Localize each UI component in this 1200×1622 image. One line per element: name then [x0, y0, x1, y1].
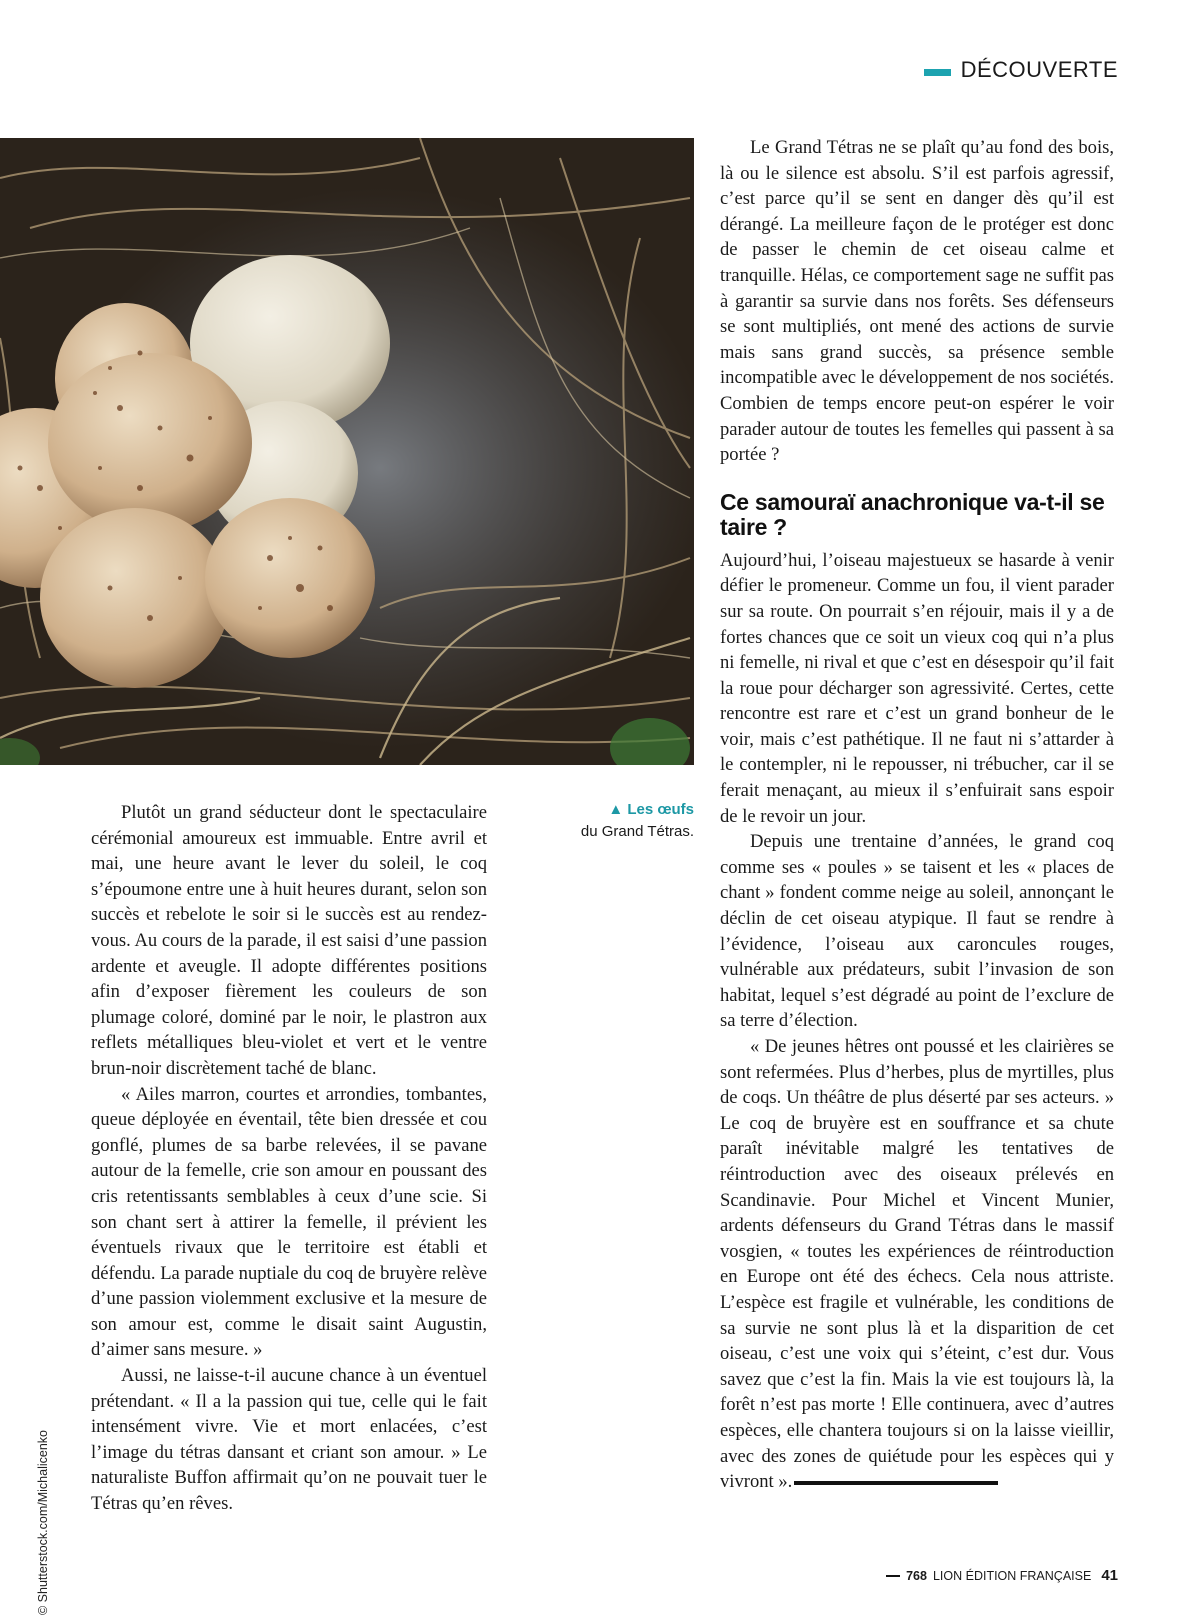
- photo-caption: [560, 799, 694, 843]
- right-paragraph-2: Aujourd’hui, l’oiseau majestueux se hasarde à venir défier le promeneur. Comme un fou, il vient parader sur sa route. On pourrait s’en réjouir, mais il y a de fortes chances que ce soit un vieux coq qui n’a plus ni femelle, ni rival et que c’est en désespoir qu’il fait la roue pour décharger son agressivité. Certes, cette rencontre est rare et c’est un grand bonheur de le voir, mais c’est pathétique. Il ne faut ni s’attarder à le contempler, ni le repousser, ni trébucher, car il se ferait menaçant, au mieux il s’enfuirait sans espoir de le revoir un jour.: [720, 549, 1114, 827]
- publication-name: LION ÉDITION FRANÇAISE: [932, 1568, 1092, 1583]
- nest-illustration: [0, 138, 694, 765]
- section-title: DÉCOUVERTE: [960, 57, 1118, 82]
- page-number: 41: [1101, 1567, 1118, 1584]
- issue-number: 768: [906, 1568, 927, 1583]
- caption-text: du Grand Tétras.: [580, 823, 694, 840]
- right-paragraph-1: Le Grand Tétras ne se plaît qu’au fond des bois, là ou le silence est absolu. S’il est parfois agressif, c’est parce qu’il se sent en danger dès qu’il est dérangé. La meilleure façon de le protéger est donc de passer le chemin de cet oiseau calme et tranquille. Hélas, ce comportement sage ne suffit pas à garantir sa survie dans nos forêts. Ses défenseurs se sont multipliés, ont mené des actions de survie mais sans grand succès, sa présence semble incompatible avec le développement de nos sociétés. Combien de temps encore peut-on espérer le voir parader autour de toutes les femelles qui passent à sa portée ?: [720, 137, 1114, 466]
- eggs-nest-photo: [0, 138, 694, 765]
- right-column: [720, 135, 1114, 1495]
- left-column: [91, 800, 487, 1517]
- left-paragraph-3: Aussi, ne laisse-t-il aucune chance à un éventuel prétendant. « Il a la passion qui tue, celle qui le fait intensément vivre. Vie et mort enlacées, c’est l’image du tétras dansant et criant son amour. » Le naturaliste Buffon affirmait qu’on ne pouvait tuer le Tétras qu’en rêves.: [91, 1365, 487, 1515]
- left-paragraph-1: Plutôt un grand séducteur dont le spectaculaire cérémonial amoureux est immuable. Entre avril et mai, une heure avant le lever du soleil, le coq s’époumone entre une à huit heures durant, selon son succès et rebelote le soir si le succès est au rendez-vous. Au cours de la parade, il est saisi d’une passion ardente et aveugle. Il adopte différentes positions afin d’exposer fièrement les couleurs de son plumage coloré, dominé par le noir, le plastron aux reflets métalliques bleu-violet et vert et le ventre brun-noir discrètement taché de blanc.: [91, 802, 487, 1079]
- section-accent-bar: [924, 69, 951, 76]
- footer-dash: [886, 1575, 900, 1577]
- photo-credit: [36, 1345, 50, 1615]
- subheading: Ce samouraï anachronique va-t-il se taire ?: [720, 488, 1105, 540]
- left-paragraph-2: « Ailes marron, courtes et arrondies, tombantes, queue déployée en éventail, tête bien dressée et cou gonflé, plumes de sa barbe relevées, il se pavane autour de la femelle, crie son amour en poussant des cris retentissants semblables à ceux d’une scie. Si son chant sert à attirer la femelle, il prévient les éventuels rivaux que le territoire est établi et défendu. La parade nuptiale du coq de bruyère relève d’une passion violemment exclusive et la mesure de son amour est, comme le disait saint Augustin, d’aimer sans mesure. »: [91, 1083, 487, 1361]
- article-end-rule: [794, 1481, 998, 1485]
- right-paragraph-4: [720, 1034, 1114, 1495]
- right-paragraph-3: Depuis une trentaine d’années, le grand coq comme ses « poules » se taisent et les « places de chant » fondent comme neige au soleil, annonçant le déclin de cet oiseau atypique. Il faut se rendre à l’évidence, l’oiseau aux caroncules rouges, vulnérable aux prédateurs, subit l’invasion de son habitat, lequel s’est dégradé au point de l’exclure de sa terre d’élection.: [720, 831, 1114, 1032]
- page-footer: [886, 1567, 1118, 1584]
- caption-title: ▲ Les œufs: [608, 801, 694, 818]
- right-paragraph-4-text: « De jeunes hêtres ont poussé et les clairières se sont refermées. Plus d’herbes, plus de myrtilles, plus de coqs. Un théâtre de plus déserté par ses acteurs. » Le coq de bruyère est en souffrance et sa chute paraît inévitable malgré les tentatives de réintroduction avec des oiseaux prélevés en Scandinavie. Pour Michel et Vincent Munier, ardents défenseurs du Grand Tétras dans le massif vosgien, « toutes les expériences de réintroduction en Europe ont été des échecs. Cela nous attriste. L’espèce est fragile et vulnérable, les conditions de sa survie ne sont plus là et la disparition de cet oiseau, c’est une voix qui s’éteint, c’est dur. Vous savez que c’est la fin. Mais la vie est toujours là, la forêt n’est pas morte ! Elle continuera, avec d’autres espèces, elle chantera toujours si on la laisse vieillir, avec des zones de quiétude pour les espèces qui y vivront ».: [720, 1036, 1114, 1493]
- photo-credit-text: © Shutterstock.com/Michalicenko: [36, 1430, 50, 1615]
- section-tag: [924, 57, 1118, 83]
